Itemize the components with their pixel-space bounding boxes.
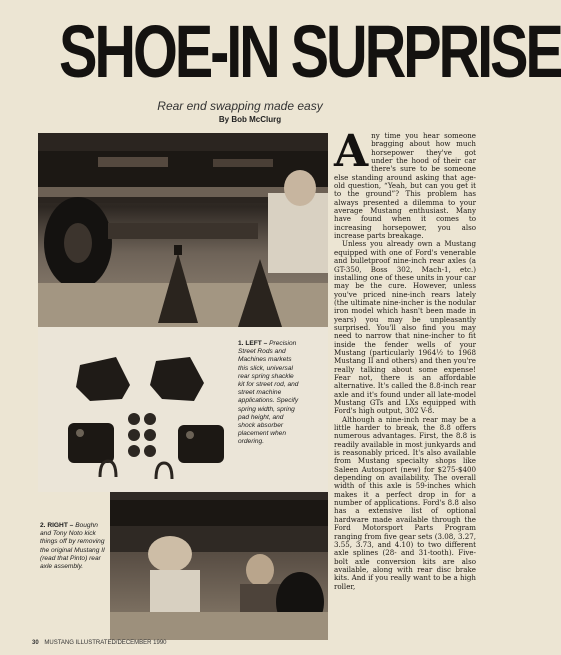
publication-line: MUSTANG ILLUSTRATED/DECEMBER 1990	[44, 640, 167, 646]
byline: By Bob McClurg	[218, 115, 282, 124]
caption-1-text: Precision Street Rods and Machines markets this slick, universal rear spring shackle kit for street rod, and street machine applications. Specify spring width, spring pad height, and shock absorber placement when ordering.	[238, 340, 299, 446]
body-paragraph-2: Unless you already own a Mustang equipped with one of Ford's venerable and bulletproof nine-inch rear axles (a GT-350, Boss 302, Mach-1, etc.) installing one of these units in your car may be the cure. However, unless you've priced nine-inch rears lately (the ultimate nine-incher is the nodular iron model which hasn't been made in years) you may be unpleasantly surprised. You'll also find you may need to narrow that nine-incher to fit inside the fender wells of your Mustang (particularly 1964½ to 1968 Mustang II and others) and then you're really talking about some expense! Fear not, there is an affordable alternative. It's called the 8.8-inch rear axle and it's found under all late-model Mustang GTs and LXs equipped with Ford's high output, 302 V-8.	[334, 239, 476, 416]
caption-photo-2	[40, 522, 106, 571]
photo-car-on-jack-stands	[38, 133, 328, 327]
body-paragraph-1-text: ny time you hear someone bragging about how much horsepower they've got under the hood of their car there's sure to be someone else standing around asking that age-old question, “Yeah, but can you get it to the ground”? This problem has always presented a dilemma to your average Mustang enthusiast. Many have found when it comes to increasing horsepower, you also increase parts breakage.	[334, 131, 476, 241]
caption-1-label: 1. LEFT –	[238, 340, 268, 347]
subheadline: Rear end swapping made easy	[157, 99, 323, 113]
body-paragraph-1	[334, 126, 476, 241]
caption-2-label: 2. RIGHT –	[40, 522, 74, 529]
drop-cap: A	[334, 126, 369, 177]
photo-car-illustration	[38, 133, 328, 327]
page-footer	[32, 640, 332, 646]
photo-axle-removal	[110, 492, 328, 640]
caption-photo-1	[238, 340, 302, 447]
article-body	[334, 126, 476, 640]
photo-axle-illustration	[110, 492, 328, 640]
body-paragraph-3: Although a nine-inch rear may be a little harder to break, the 8.8 offers numerous advantages. First, the 8.8 is readily available in most junkyards and is reasonably priced. It's also available from Mustang specialty shops like Saleen Autosport (new) for $275-$400 depending on availability. The overall width of this axle is 59-inches which makes it a perfect drop in for a number of applications. Ford's 8.8 also has a extensive list of optional hardware made available through the Ford Motorsport Parts Program ranging from five gear sets (3.08, 3.27, 3.55, 3.73, and 4.10) to two different axle splines (28- and 31-tooth). Five-bolt axle conversion kits are also available, along with rear disc brake kits. And if you really want to be a high roller,	[334, 414, 476, 591]
page-number: 30	[32, 640, 39, 646]
caption-2-text: Boughn and Tony Noto kick things off by removing the original Mustang II (read that Pinto) rear axle assembly.	[40, 522, 105, 571]
headline: SHOE-IN SURPRISE	[59, 10, 561, 93]
